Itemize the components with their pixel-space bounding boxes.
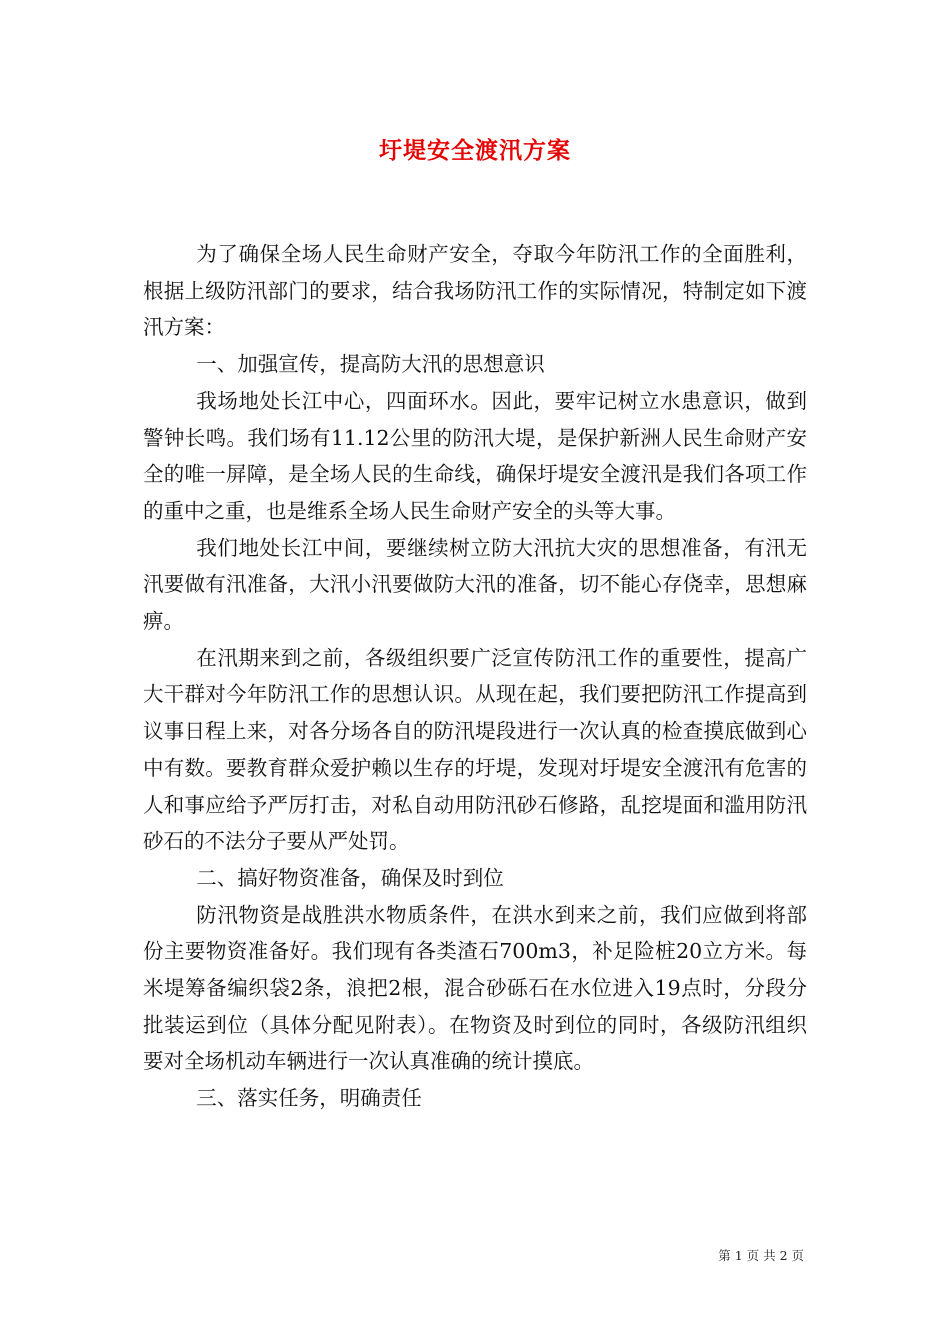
paragraph-intro: 为了确保全场人民生命财产安全，夺取今年防汛工作的全面胜利，根据上级防汛部门的要求，结合我场防汛工作的实际情况，特制定如下渡汛方案：: [143, 242, 807, 340]
section-heading-2: 二、搞好物资准备，确保及时到位: [196, 865, 504, 890]
page-number-footer: 第 1 页 共 2 页: [718, 1248, 804, 1263]
paragraph: 在汛期来到之前，各级组织要广泛宣传防汛工作的重要性，提高广大干群对今年防汛工作的思想认识。从现在起，我们要把防汛工作提高到议事日程上来，对各分场各自的防汛堤段进行一次认真的检查摸底做到心中有数。要教育群众爱护赖以生存的圩堤，发现对圩堤安全渡汛有危害的人和事应给予严厉打击，对私自动用防汛砂石修路，乱挖堤面和滥用防汛砂石的不法分子要从严处罚。: [143, 645, 807, 854]
section-heading-3: 三、落实任务，明确责任: [196, 1086, 422, 1111]
section-heading-1: 一、加强宣传，提高防大汛的思想意识: [196, 352, 545, 377]
paragraph: 我场地处长江中心，四面环水。因此，要牢记树立水患意识，做到警钟长鸣。我们场有11.12公里的防汛大堤，是保护新洲人民生命财产安全的唯一屏障，是全场人民的生命线，确保圩堤安全渡汛是我们各项工作的重中之重，也是维系全场人民生命财产安全的头等大事。: [143, 388, 807, 523]
paragraph: 我们地处长江中间，要继续树立防大汛抗大灾的思想准备，有汛无汛要做有汛准备，大汛小汛要做防大汛的准备，切不能心存侥幸，思想麻痹。: [143, 535, 807, 634]
document-title: 圩堤安全渡汛方案: [379, 137, 571, 164]
document-body: [143, 236, 807, 1117]
paragraph: 防汛物资是战胜洪水物质条件，在洪水到来之前，我们应做到将部份主要物资准备好。我们现有各类渣石700m3，补足险桩20立方米。每米堤筹备编织袋2条，浪把2根，混合砂砾石在水位进入19点时，分段分批装运到位（具体分配见附表）。在物资及时到位的同时，各级防汛组织要对全场机动车辆进行一次认真准确的统计摸底。: [143, 902, 807, 1074]
